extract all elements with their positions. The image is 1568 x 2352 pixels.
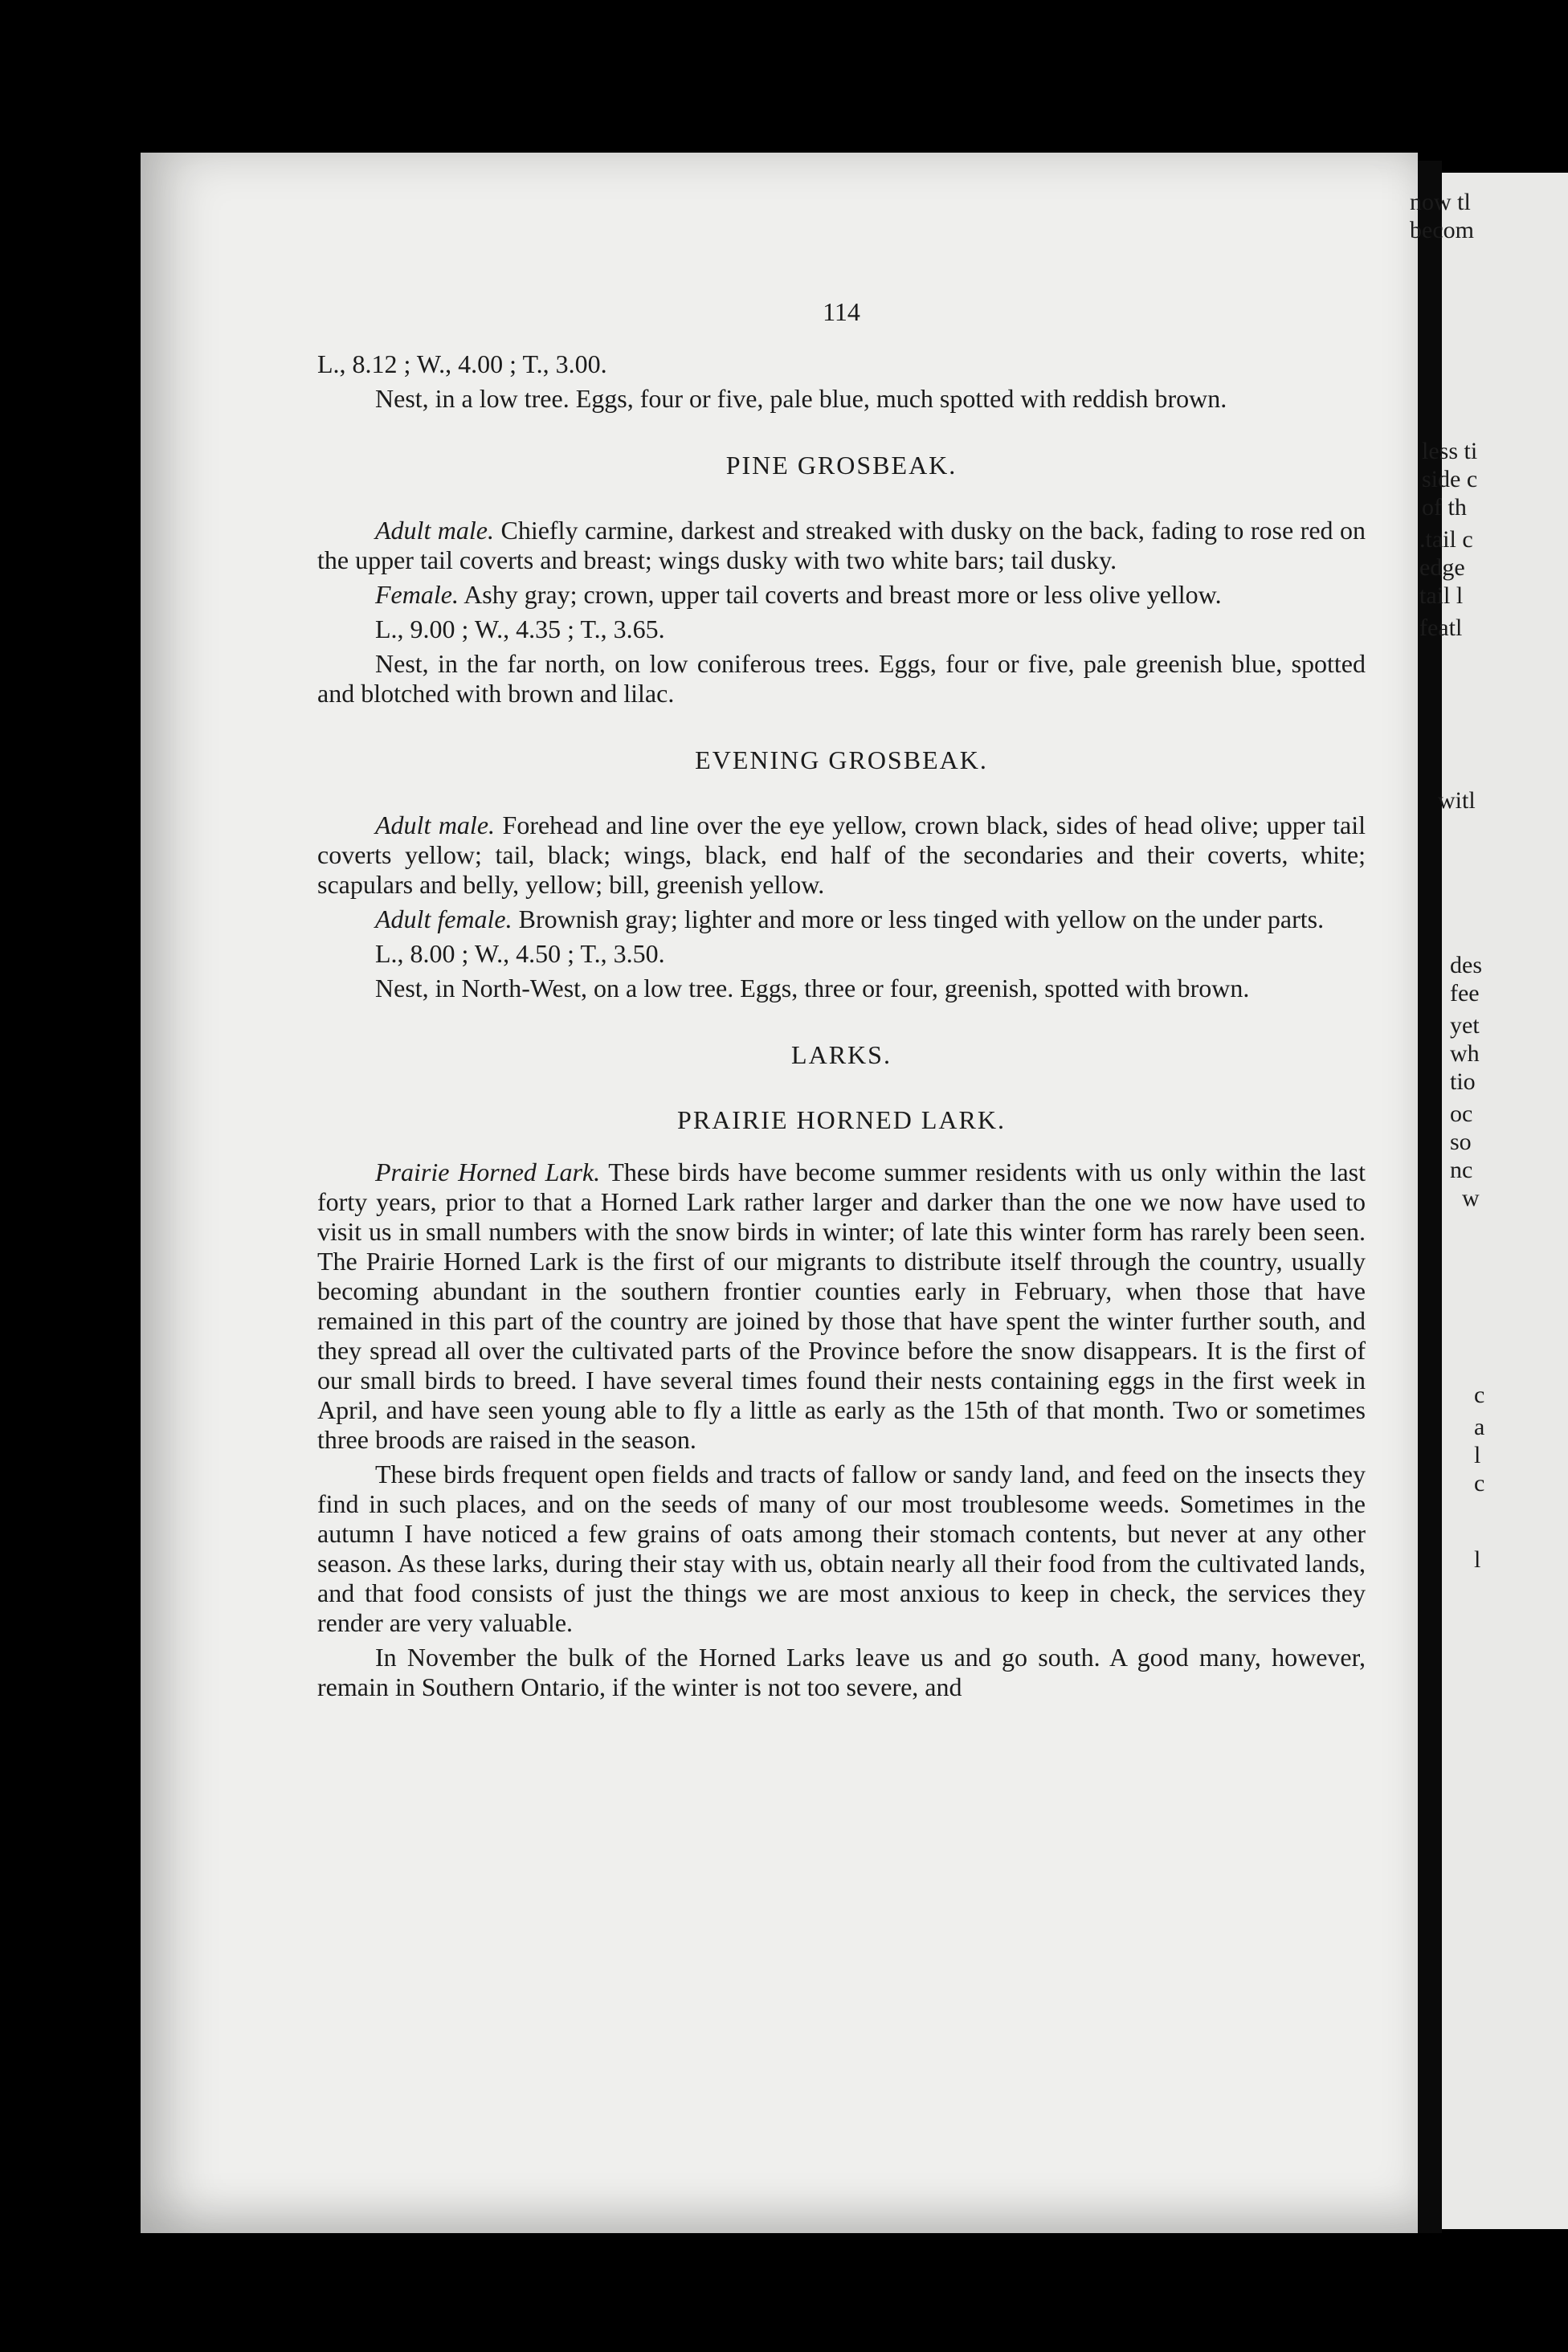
facing-page-text-fragment: c: [1474, 1470, 1485, 1497]
section-heading-pine-grosbeak: PINE GROSBEAK.: [725, 451, 958, 480]
nest-description-1: Nest, in a low tree. Eggs, four or five, pale blue, much spotted with reddish brown.: [375, 384, 1227, 413]
facing-page-text-fragment: featl: [1419, 615, 1463, 641]
facing-page-text-fragment: yet: [1450, 1012, 1480, 1039]
prairie-horned-lark-paragraph-1: Prairie Horned Lark. These birds have become summer residents with us only within the last forty years, prior to that a Horned Lark rather larger and darker than the one we now have used to visit us in small numbers with the snow birds in winter; of late this winter form has rarely been seen. The Prairie Horned Lark is the first of our migrants to distribute itself through the country, usually becoming abundant in the southern frontier counties early in February, when those that have remained in this part of the country are joined by those that have spent the winter further south, and they spread all over the cultivated parts of the Province before the snow disappears. It is the first of our small birds to breed. I have several times found their nests containing eggs in the first week in April, and have seen young able to fly a little as early as the 15th of that month. Two or sometimes three broods are raised in the season.: [317, 1158, 1366, 1454]
facing-page-text-fragment: witl: [1438, 787, 1476, 814]
facing-page-text-fragment: tio: [1450, 1068, 1476, 1095]
evening-grosbeak-adult-male: Adult male. Forehead and line over the eye yellow, crown black, sides of head olive; upper tail coverts yellow; tail, black; wings, black, end half of the secondaries and their coverts, white; scapulars and belly, yellow; bill, greenish yellow.: [317, 811, 1366, 899]
evening-grosbeak-measurements: L., 8.00 ; W., 4.50 ; T., 3.50.: [375, 939, 665, 968]
facing-page-text-fragment: tail l: [1419, 582, 1464, 609]
facing-page-text-fragment: l: [1474, 1442, 1481, 1468]
prairie-horned-lark-paragraph-2: These birds frequent open fields and tracts of fallow or sandy land, and feed on the insects they find in such places, and on the seeds of many of our most troublesome weeds. Sometimes in the autumn I have noticed a few grains of oats among their stomach contents, but never at any other season. As these larks, during their stay with us, obtain nearly all their food from the cultivated lands, and that food consists of just the things we are most anxious to keep in check, the services they render are very valuable.: [317, 1460, 1366, 1637]
section-heading-larks: LARKS.: [791, 1040, 892, 1069]
facing-page-text-fragment: fee: [1450, 980, 1480, 1007]
pine-grosbeak-female: Female. Ashy gray; crown, upper tail coverts and breast more or less olive yellow.: [375, 580, 1222, 609]
pine-grosbeak-adult-male: Adult male. Chiefly carmine, darkest and streaked with dusky on the back, fading to rose red on the upper tail coverts and breast; wings dusky with two white bars; tail dusky.: [317, 516, 1366, 574]
page-content: [317, 297, 1366, 1707]
facing-page-text-fragment: w: [1462, 1185, 1480, 1211]
pine-grosbeak-nest: Nest, in the far north, on low coniferous trees. Eggs, four or five, pale greenish blue, spotted and blotched with brown and lilac.: [317, 649, 1366, 708]
facing-page-text-fragment: edge: [1419, 554, 1465, 581]
facing-page-text-fragment: now tl: [1410, 189, 1471, 215]
page-number: 114: [823, 297, 860, 326]
facing-page-text-fragment: so: [1450, 1129, 1472, 1155]
facing-page-text-fragment: oc: [1450, 1100, 1473, 1127]
facing-page-text-fragment: becom: [1410, 217, 1474, 243]
facing-page-text-fragment: less ti: [1422, 438, 1478, 464]
facing-page-text-fragment: of th: [1422, 494, 1467, 521]
pine-grosbeak-measurements: L., 9.00 ; W., 4.35 ; T., 3.65.: [375, 615, 665, 643]
section-heading-prairie-horned-lark: PRAIRIE HORNED LARK.: [677, 1105, 1006, 1134]
facing-page-text-fragment: c: [1474, 1382, 1485, 1408]
prairie-horned-lark-paragraph-3: In November the bulk of the Horned Larks leave us and go south. A good many, however, remain in Southern Ontario, if the winter is not too severe, and: [317, 1643, 1366, 1701]
measurements-1: L., 8.12 ; W., 4.00 ; T., 3.00.: [317, 349, 607, 378]
evening-grosbeak-adult-female: Adult female. Brownish gray; lighter and more or less tinged with yellow on the under parts.: [375, 904, 1325, 933]
facing-page-text-fragment: wh: [1450, 1040, 1480, 1067]
facing-page-text-fragment: nc: [1450, 1157, 1473, 1183]
facing-page-text-fragment: side c: [1422, 466, 1478, 492]
facing-page-text-fragment: a: [1474, 1414, 1485, 1440]
facing-page-text-fragment: l: [1474, 1546, 1481, 1573]
evening-grosbeak-nest: Nest, in North-West, on a low tree. Eggs, three or four, greenish, spotted with brown.: [375, 974, 1250, 1002]
section-heading-evening-grosbeak: EVENING GROSBEAK.: [695, 745, 988, 774]
facing-page-text-fragment: des: [1450, 952, 1482, 978]
facing-page-text-fragment: .tail c: [1419, 526, 1473, 553]
facing-page: [1410, 173, 1568, 2229]
